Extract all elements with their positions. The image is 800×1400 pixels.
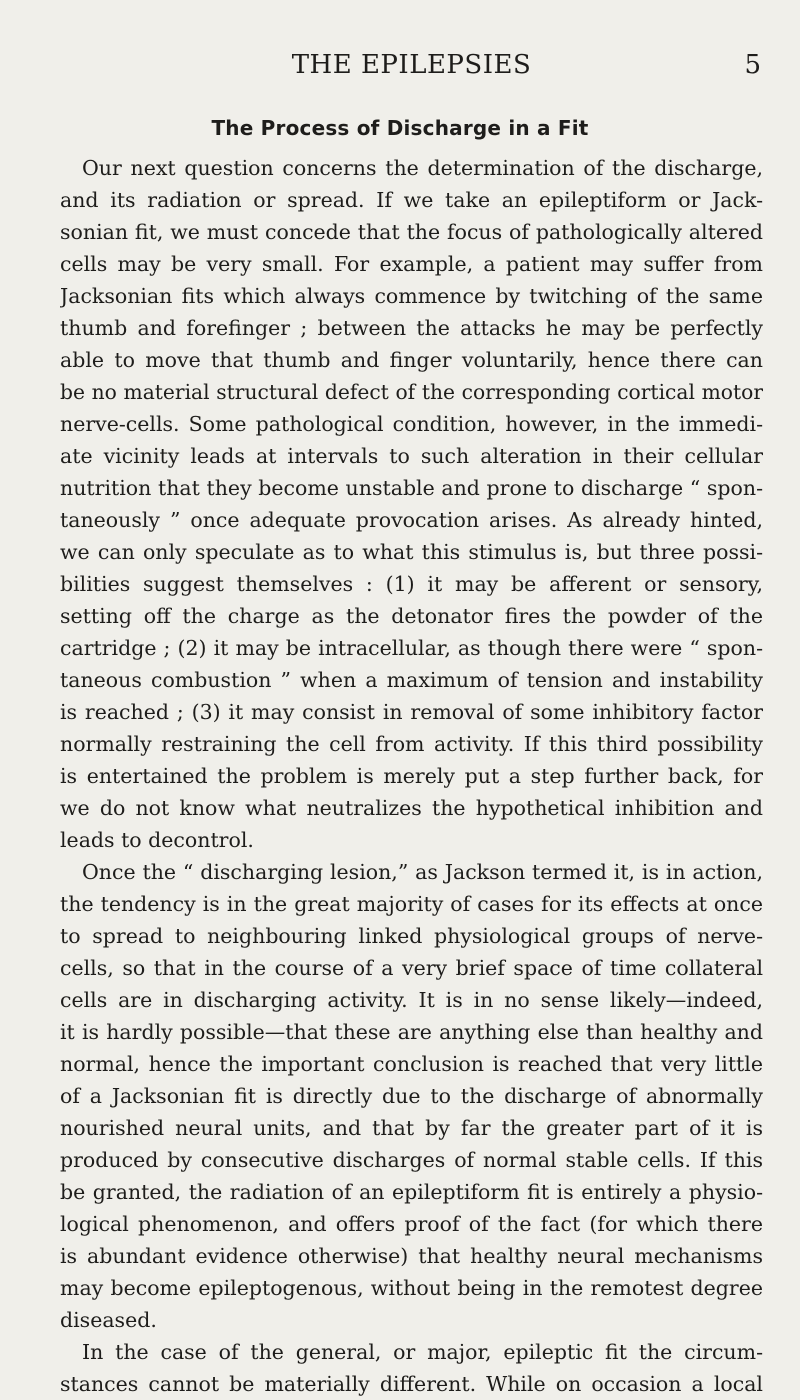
paragraph-1 — [60, 152, 763, 856]
text-line: diseased. — [60, 1308, 157, 1332]
text-line: ate vicinity leads at intervals to such alteration in their cellular — [60, 444, 763, 468]
text-line: stances cannot be materially different. While on occasion a local — [60, 1372, 763, 1396]
text-line: thumb and forefinger ; between the attacks he may be perfectly — [60, 316, 763, 340]
text-line: cells, so that in the course of a very brief space of time collateral — [60, 956, 763, 980]
text-line: we do not know what neutralizes the hypothetical inhibition and — [60, 796, 763, 820]
text-line: logical phenomenon, and offers proof of the fact (for which there — [60, 1212, 763, 1236]
text-line: nerve-cells. Some pathological condition, however, in the immedi- — [60, 412, 763, 436]
text-line: Our next question concerns the determination of the discharge, — [82, 156, 763, 180]
text-line: is entertained the problem is merely put a step further back, for — [60, 764, 763, 788]
text-line: setting off the charge as the detonator fires the powder of the — [60, 604, 763, 628]
running-title: THE EPILEPSIES — [291, 50, 532, 80]
text-line: we can only speculate as to what this stimulus is, but three possi- — [60, 540, 763, 564]
text-line: sonian fit, we must concede that the focus of pathologically altered — [60, 220, 763, 244]
text-line: nutrition that they become unstable and prone to discharge “ spon- — [60, 476, 763, 500]
paragraph-2 — [60, 856, 763, 1336]
text-line: leads to decontrol. — [60, 828, 254, 852]
text-line: Jacksonian fits which always commence by twitching of the same — [60, 284, 763, 308]
text-line: able to move that thumb and finger voluntarily, hence there can — [60, 348, 763, 372]
text-line: it is hardly possible—that these are anything else than healthy and — [60, 1020, 763, 1044]
text-line: be granted, the radiation of an epileptiform fit is entirely a physio- — [60, 1180, 763, 1204]
text-line: normally restraining the cell from activity. If this third possibility — [60, 732, 763, 756]
text-line: be no material structural defect of the corresponding cortical motor — [60, 380, 763, 404]
text-line: cartridge ; (2) it may be intracellular, as though there were “ spon- — [60, 636, 763, 660]
page-number: 5 — [744, 50, 761, 80]
text-line: nourished neural units, and that by far the greater part of it is — [60, 1116, 763, 1140]
text-line: of a Jacksonian fit is directly due to the discharge of abnormally — [60, 1084, 763, 1108]
running-head — [60, 50, 763, 86]
text-line: normal, hence the important conclusion is reached that very little — [60, 1052, 763, 1076]
text-line: to spread to neighbouring linked physiological groups of nerve- — [60, 924, 763, 948]
text-line: Once the “ discharging lesion,” as Jackson termed it, is in action, — [82, 860, 763, 884]
text-line: In the case of the general, or major, epileptic fit the circum- — [82, 1340, 763, 1364]
text-line: taneous combustion ” when a maximum of tension and instability — [60, 668, 763, 692]
section-heading: The Process of Discharge in a Fit — [211, 116, 589, 140]
text-line: may become epileptogenous, without being in the remotest degree — [60, 1276, 763, 1300]
text-line: produced by consecutive discharges of normal stable cells. If this — [60, 1148, 763, 1172]
body-text — [60, 152, 763, 1400]
text-line: cells are in discharging activity. It is in no sense likely—indeed, — [60, 988, 763, 1012]
text-line: bilities suggest themselves : (1) it may be afferent or sensory, — [60, 572, 763, 596]
text-line: taneously ” once adequate provocation arises. As already hinted, — [60, 508, 763, 532]
text-line: cells may be very small. For example, a patient may suffer from — [60, 252, 763, 276]
paragraph-3 — [60, 1336, 763, 1400]
text-line: is abundant evidence otherwise) that healthy neural mechanisms — [60, 1244, 763, 1268]
text-line: the tendency is in the great majority of cases for its effects at once — [60, 892, 763, 916]
text-line: is reached ; (3) it may consist in removal of some inhibitory factor — [60, 700, 763, 724]
text-line: and its radiation or spread. If we take an epileptiform or Jack- — [60, 188, 763, 212]
